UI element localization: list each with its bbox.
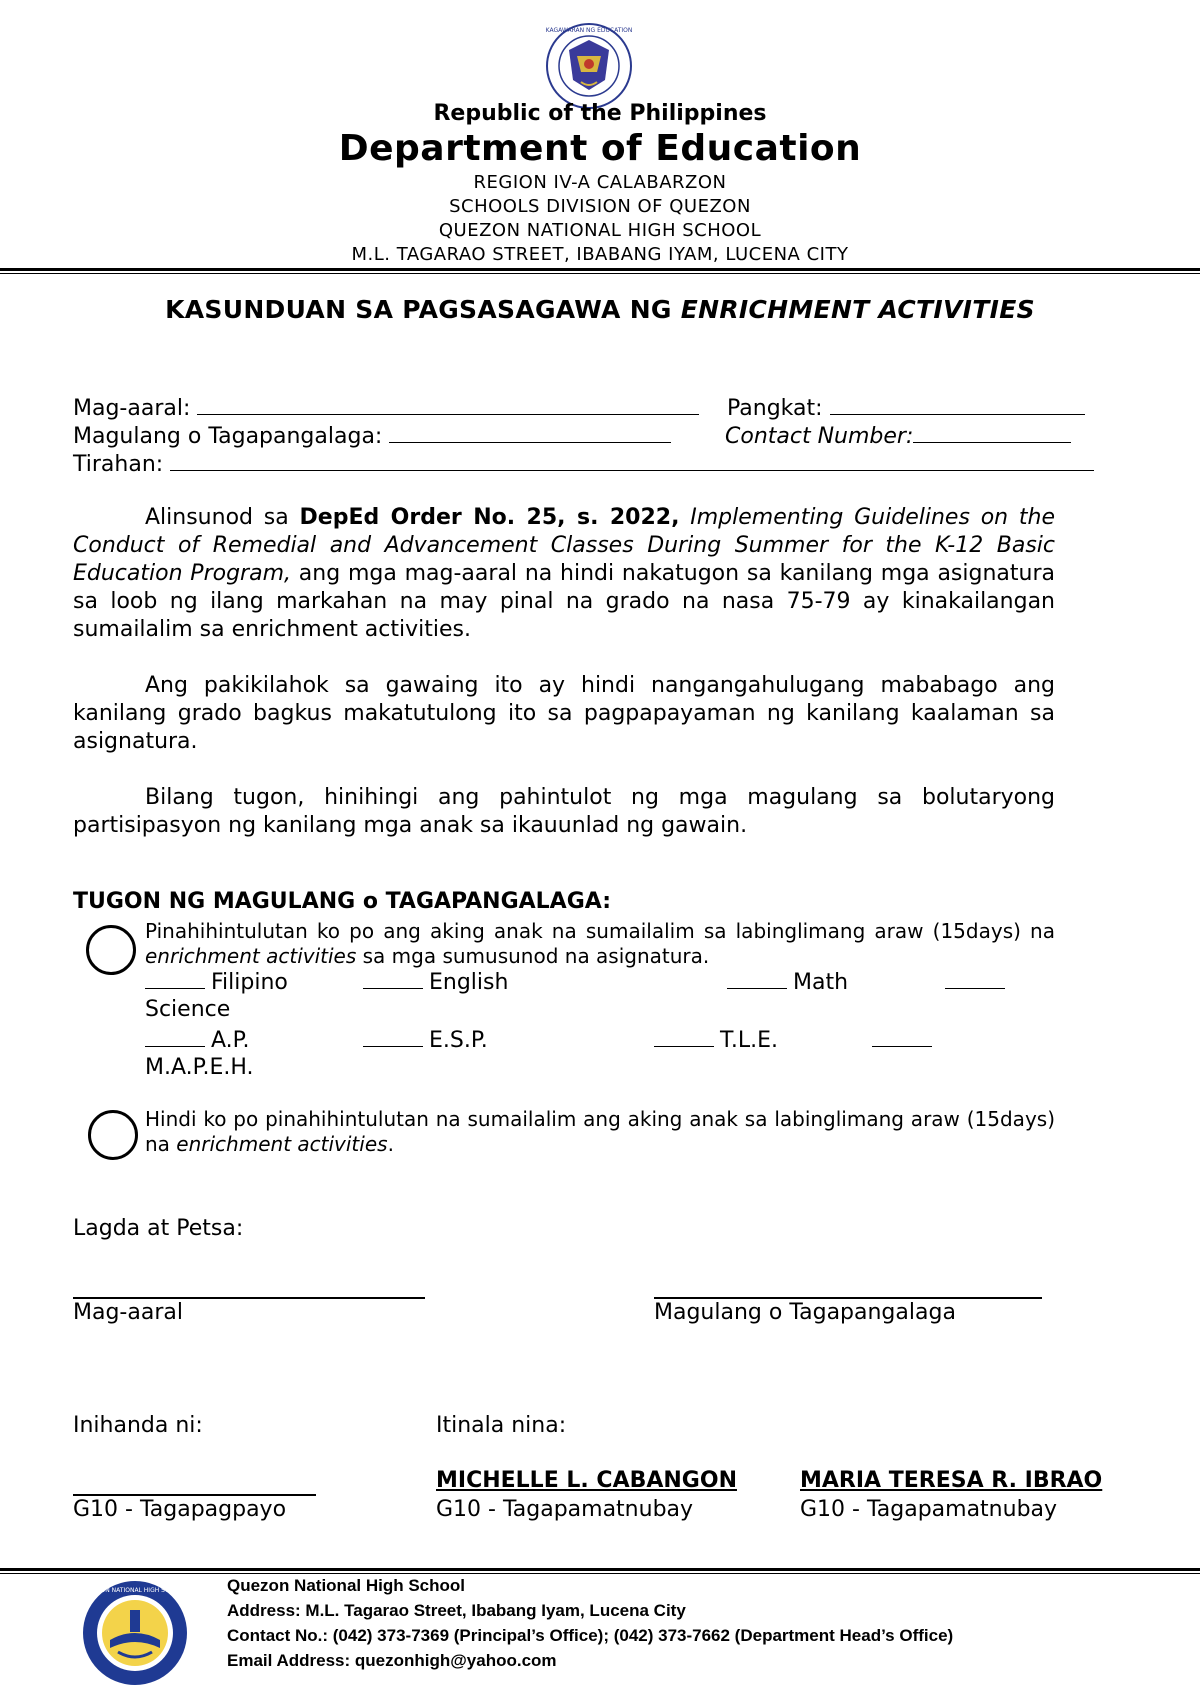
address-line: M.L. TAGARAO STREET, IBABANG IYAM, LUCENA CITY	[351, 244, 849, 265]
division-line: SCHOOLS DIVISION OF QUEZON	[449, 196, 751, 217]
subject-science-blank[interactable]	[945, 968, 1011, 995]
subject-mapeh: M.A.P.E.H.	[145, 1055, 254, 1080]
signatory-role-2: G10 - Tagapamatnubay	[800, 1497, 1058, 1522]
student-signature-line[interactable]	[73, 1297, 425, 1299]
footer-email[interactable]: Email Address: quezonhigh@yahoo.com	[227, 1651, 557, 1670]
region-line: REGION IV-A CALABARZON	[473, 172, 727, 193]
signature-date-label: Lagda at Petsa:	[73, 1216, 244, 1241]
footer-contact: Contact No.: (042) 373-7369 (Principal’s Office); (042) 373-7662 (Department Head’s Office)	[227, 1626, 954, 1645]
deped-seal-logo	[545, 22, 633, 110]
paragraph-1: Alinsunod sa DepEd Order No. 25, s. 2022, Implementing Guidelines on the Conduct of Remedial and Advancement Classes During Summer for the K-12 Basic Education Program, ang mga mag-aaral na hindi nakatugon sa kanilang mga asignatura sa loob ng ilang markahan na may pinal na grado na nasa 75-79 ay kinakailangan sumailalim sa enrichment activities.	[73, 505, 1055, 642]
response-heading: TUGON NG MAGULANG o TAGAPANGALAGA:	[73, 889, 611, 914]
republic-heading: Republic of the Philippines	[433, 101, 767, 126]
noted-by-label: Itinala nina:	[436, 1413, 567, 1438]
footer-divider	[0, 1568, 1200, 1571]
footer-divider-thin	[0, 1573, 1200, 1574]
school-line: QUEZON NATIONAL HIGH SCHOOL	[438, 220, 762, 241]
student-field[interactable]: Mag-aaral:	[73, 392, 699, 423]
subject-math[interactable]: Math	[727, 968, 848, 995]
header-divider	[0, 268, 1200, 271]
subject-esp[interactable]: E.S.P.	[363, 1026, 488, 1053]
svg-text:KAGAWARAN NG EDUCATION: KAGAWARAN NG EDUCATION	[545, 27, 633, 34]
document-title: KASUNDUAN SA PAGSASAGAWA NG ENRICHMENT ACTIVITIES	[165, 295, 1035, 324]
section-field[interactable]: Pangkat:	[727, 392, 1085, 423]
prepared-by-label: Inihanda ni:	[73, 1413, 203, 1438]
decline-radio[interactable]	[88, 1110, 138, 1160]
student-signature-label: Mag-aaral	[73, 1300, 183, 1325]
adviser-role: G10 - Tagapagpayo	[73, 1497, 287, 1522]
paragraph-2: Ang pakikilahok sa gawaing ito ay hindi nangangahulugang mababago ang kanilang grado bagkus makatutulong ito sa pagpapayaman ng kanilang kaalaman sa asignatura.	[73, 673, 1055, 754]
parent-signature-label: Magulang o Tagapangalaga	[654, 1300, 956, 1325]
subject-science: Science	[145, 997, 231, 1022]
subject-mapeh-blank[interactable]	[872, 1026, 938, 1053]
adviser-signature-line[interactable]	[73, 1494, 316, 1496]
footer-address: Address: M.L. Tagarao Street, Ibabang Iyam, Lucena City	[227, 1601, 686, 1620]
subject-ap[interactable]: A.P.	[145, 1026, 250, 1053]
header-divider-thin	[0, 273, 1200, 274]
signatory-name-1: MICHELLE L. CABANGON	[436, 1468, 737, 1493]
school-seal-logo	[80, 1578, 190, 1688]
subject-filipino[interactable]: Filipino	[145, 968, 288, 995]
paragraph-3: Bilang tugon, hinihingi ang pahintulot ng mga magulang sa bolutaryong partisipasyon ng kanilang mga anak sa ikauunlad ng gawain.	[73, 785, 1055, 838]
signatory-name-2: MARIA TERESA R. IBRAO	[800, 1468, 1103, 1493]
department-heading: Department of Education	[338, 128, 862, 169]
consent-radio[interactable]	[86, 925, 136, 975]
contact-number-field[interactable]: Contact Number:	[725, 420, 1071, 451]
parent-signature-line[interactable]	[654, 1297, 1042, 1299]
parent-field[interactable]: Magulang o Tagapangalaga:	[73, 420, 671, 451]
svg-text:QUEZON NATIONAL HIGH SCHOOL: QUEZON NATIONAL HIGH SCHOOL	[83, 1587, 187, 1594]
consent-option-text: Pinahihintulutan ko po ang aking anak na sumailalim sa labinglimang araw (15days) na enrichment activities sa mga sumusunod na asignatura.	[145, 919, 1055, 968]
footer-school-name: Quezon National High School	[227, 1576, 465, 1595]
address-field[interactable]: Tirahan:	[73, 448, 1094, 479]
decline-option-text: Hindi ko po pinahihintulutan na sumailalim ang aking anak sa labinglimang araw (15days) na enrichment activities.	[145, 1107, 1055, 1156]
subject-english[interactable]: English	[363, 968, 508, 995]
signatory-role-1: G10 - Tagapamatnubay	[436, 1497, 694, 1522]
subject-tle[interactable]: T.L.E.	[654, 1026, 778, 1053]
